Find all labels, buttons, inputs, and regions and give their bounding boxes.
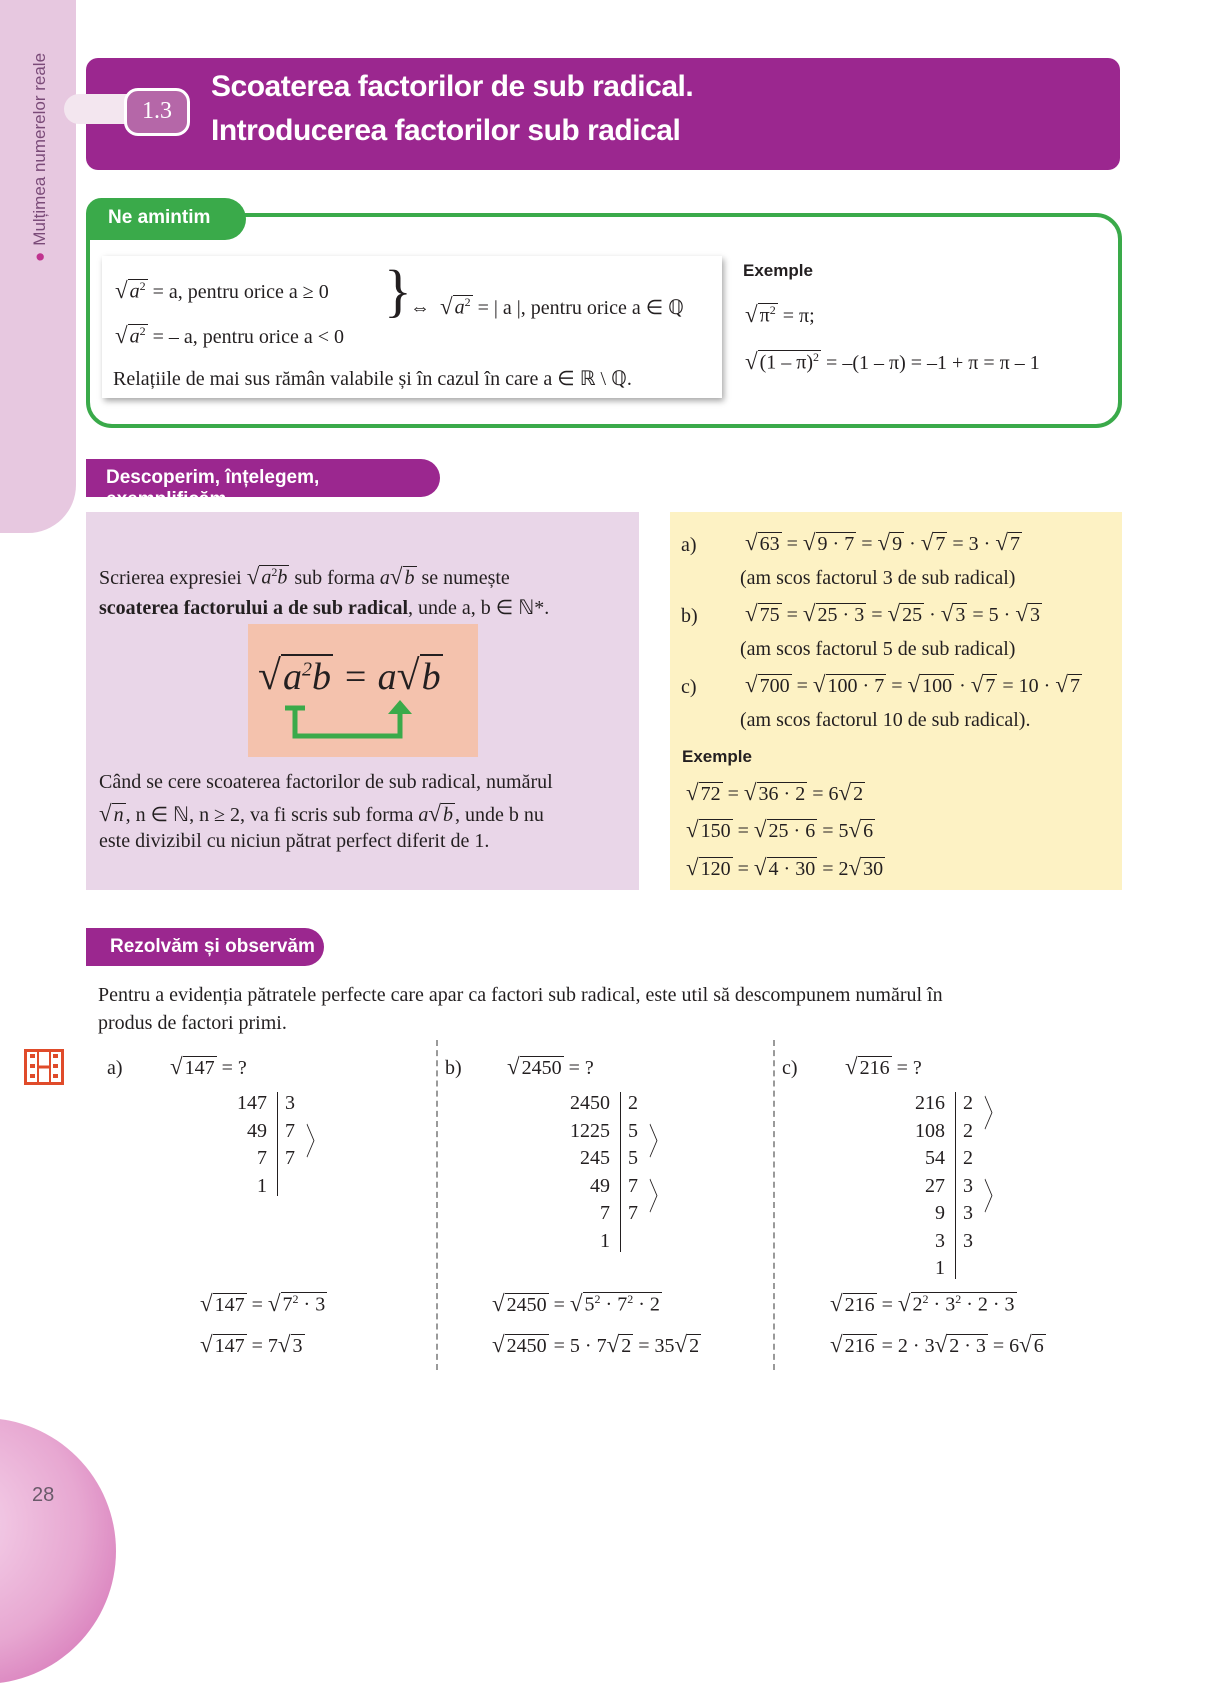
column-divider [436,1040,438,1370]
example-a-formula: √ 63 = √ 9 · 7 = √ 9 · √ 7 = 3 · √ 7 [745,530,1020,555]
problem-c-question: √ 216 = ? [845,1054,922,1079]
brace-icon: } [384,258,412,323]
bullet-icon: ● [30,251,49,262]
pair-bracket-icon: 〉 [306,1122,325,1162]
example-b-formula: √ 75 = √ 25 · 3 = √ 25 · √ 3 = 5 · √ 3 [745,601,1040,626]
page-number: 28 [32,1484,55,1506]
problem-a-label: a) [107,1057,123,1079]
theory-line-2: scoaterea factorului a de sub radical, unde a, b ∈ ℕ*. [99,597,550,619]
equivalence: ⇔ √ $a^2$ = | a |, pentru orice a ∈ ℚ [410,294,684,319]
pair-bracket-icon: 〉 [649,1122,668,1162]
pair-bracket-icon: 〉 [984,1177,1003,1217]
example-c-note: (am scos factorul 10 de sub radical). [740,709,1031,731]
example-a-label: a) [681,534,697,556]
theory-para2-line3: este divizibil cu niciun pătrat perfect diferit de 1. [99,830,490,852]
theory-para2-line1: Când se cere scoaterea factorilor de sub radical, numărul [99,771,553,793]
rule-positive: √ $a^2 = a$, pentru orice a ≥ 0 [115,278,329,303]
pair-bracket-icon: 〉 [649,1177,668,1217]
discover-tab: Descoperim, înțelegem, exemplificăm [86,459,440,497]
page-title-line2: Introducerea factorilor sub radical [211,114,681,147]
video-icon[interactable] [24,1049,64,1085]
example-a-note: (am scos factorul 3 de sub radical) [740,567,1016,589]
example-c-label: c) [681,676,697,698]
solve-tab: Rezolvăm și observăm [86,928,324,966]
lesson-badge: 1.3 [124,88,190,136]
example-72: √ 72 = √ 36 · 2 = 6√ 2 [686,780,864,805]
theory-para2-line2: √ n , n ∈ ℕ, n ≥ 2, va fi scris sub forma a√ b , unde b nu [99,801,544,826]
column-divider [773,1040,775,1370]
problem-a-question: √ 147 = ? [170,1054,247,1079]
recall-tab: Ne amintim [86,198,246,240]
result-c-line2: √ 216 = 2 · 3√ 2 · 3 = 6√ 6 [830,1332,1044,1357]
example-b-note: (am scos factorul 5 de sub radical) [740,638,1016,660]
result-c-line1: √ 216 = √ $2^2 \cdot 3^2 \cdot 2 \cdot 3$ [830,1291,1015,1316]
solve-intro-line1: Pentru a evidenția pătratele perfecte care apar ca factori sub radical, este util să descompunem numărul în [98,984,943,1006]
result-a-line2: √ 147 = 7√ 3 [200,1332,303,1357]
discover-examples-title: Exemple [682,747,752,766]
recall-examples-title: Exemple [743,261,813,280]
pair-bracket-icon: 〉 [984,1094,1003,1134]
recall-example-1: √ $\pi^2 = \pi$; [745,302,815,327]
solve-intro-line2: produs de factori primi. [98,1012,287,1034]
example-120: √ 120 = √ 4 · 30 = 2√ 30 [686,855,884,880]
page-corner-decoration [0,1418,116,1684]
chapter-label: ●Mulțimea numerelor reale [30,52,49,262]
recall-note: Relațiile de mai sus rămân valabile și în cazul în care a ∈ ℝ \ ℚ. [113,368,632,390]
result-b-line1: √ 2450 = √ $5^2 \cdot 7^2 \cdot 2$ [492,1291,660,1316]
move-arrow-icon [280,696,420,742]
main-formula: $√a^2b = a√b$ [258,653,441,699]
theory-line-1: Scrierea expresiei √ $a^2b$ sub forma a√ b se numește [99,564,510,589]
example-b-label: b) [681,605,698,627]
result-b-line2: √ 2450 = 5 · 7√ 2 = 35√ 2 [492,1332,700,1357]
problem-c-label: c) [782,1057,798,1079]
example-c-formula: √ 700 = √ 100 · 7 = √ 100 · √ 7 = 10 · √ 7 [745,672,1080,697]
recall-example-2: √ (1 – π)$^2$ = –(1 – π) = –1 + π = π – 1 [745,349,1040,374]
problem-b-label: b) [445,1057,462,1079]
page-title-line1: Scoaterea factorilor de sub radical. [211,70,694,103]
rule-negative: √ $a^2$ = – a, pentru orice a < 0 [115,323,345,348]
problem-b-question: √ 2450 = ? [507,1054,594,1079]
example-150: √ 150 = √ 25 · 6 = 5√ 6 [686,817,874,842]
result-a-line1: √ 147 = √ $7^2 \cdot 3$ [200,1291,326,1316]
